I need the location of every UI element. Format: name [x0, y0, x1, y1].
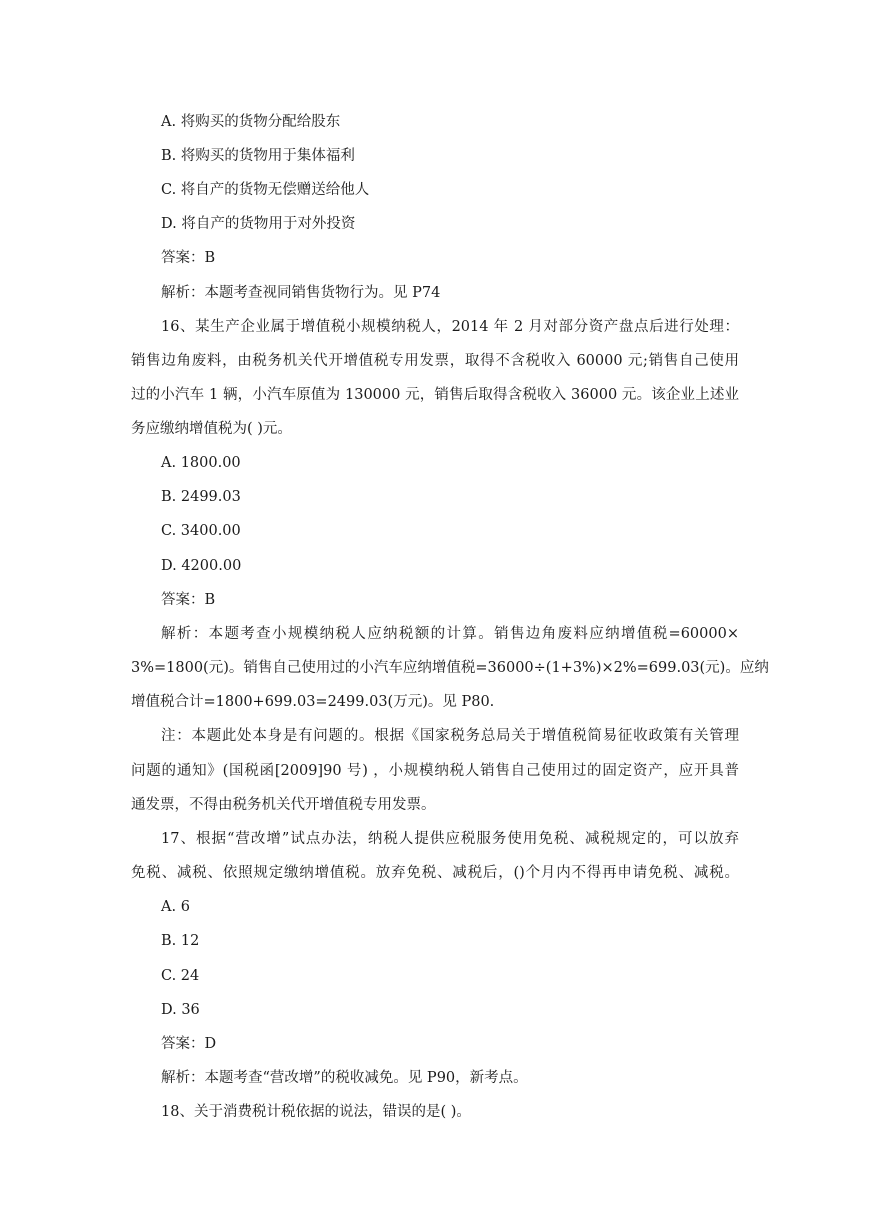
q16-stem-line-2: 销售边角废料，由税务机关代开增值税专用发票，取得不含税收入 60000 元;销售自己使用: [131, 353, 739, 369]
q17-answer: 答案：D: [161, 1036, 217, 1052]
q16-option-b: B. 2499.03: [161, 489, 241, 505]
q16-analysis-line-3: 增值税合计=1800+699.03=2499.03(万元)。见 P80.: [131, 694, 495, 710]
q15-option-b: B. 将购买的货物用于集体福利: [161, 148, 355, 164]
q17-option-a: A. 6: [161, 899, 190, 915]
q15-answer: 答案：B: [161, 250, 216, 266]
q15-analysis: 解析：本题考查视同销售货物行为。见 P74: [161, 285, 441, 301]
q16-option-c: C. 3400.00: [161, 523, 241, 539]
q18-stem: 18、关于消费税计税依据的说法，错误的是( )。: [161, 1104, 471, 1120]
q16-analysis-line-1: 解析：本题考查小规模纳税人应纳税额的计算。销售边角废料应纳增值税=60000×: [161, 626, 739, 642]
q17-stem-line-2: 免税、减税、依照规定缴纳增值税。放弃免税、减税后，()个月内不得再申请免税、减税。: [131, 865, 739, 881]
q17-option-b: B. 12: [161, 933, 200, 949]
q16-option-a: A. 1800.00: [161, 455, 241, 471]
q16-note-line-3: 通发票，不得由税务机关代开增值税专用发票。: [131, 797, 436, 813]
q15-option-d: D. 将自产的货物用于对外投资: [161, 216, 356, 232]
q16-stem-line-3: 过的小汽车 1 辆，小汽车原值为 130000 元，销售后取得含税收入 36000 元。该企业上述业: [131, 387, 739, 403]
q17-option-c: C. 24: [161, 968, 200, 984]
q15-option-c: C. 将自产的货物无偿赠送给他人: [161, 182, 370, 198]
q16-stem-line-1: 16、某生产企业属于增值税小规模纳税人，2014 年 2 月对部分资产盘点后进行处理：: [161, 319, 739, 335]
q17-analysis: 解析：本题考查“营改增”的税收减免。见 P90，新考点。: [161, 1070, 528, 1086]
q16-answer: 答案：B: [161, 592, 216, 608]
q17-stem-line-1: 17、根据“营改增”试点办法，纳税人提供应税服务使用免税、减税规定的，可以放弃: [161, 831, 739, 847]
q16-note-line-2: 问题的通知》(国税函[2009]90 号) ，小规模纳税人销售自己使用过的固定资产，应开具普: [131, 763, 739, 779]
q17-option-d: D. 36: [161, 1002, 200, 1018]
q16-option-d: D. 4200.00: [161, 558, 242, 574]
q16-analysis-line-2: 3%=1800(元)。销售自己使用过的小汽车应纳增值税=36000÷(1+3%)×2%=699.03(元)。应纳: [131, 660, 769, 676]
q16-note-line-1: 注：本题此处本身是有问题的。根据《国家税务总局关于增值税简易征收政策有关管理: [161, 728, 739, 744]
q15-option-a: A. 将购买的货物分配给股东: [161, 114, 341, 130]
q16-stem-line-4: 务应缴纳增值税为( )元。: [131, 421, 292, 437]
